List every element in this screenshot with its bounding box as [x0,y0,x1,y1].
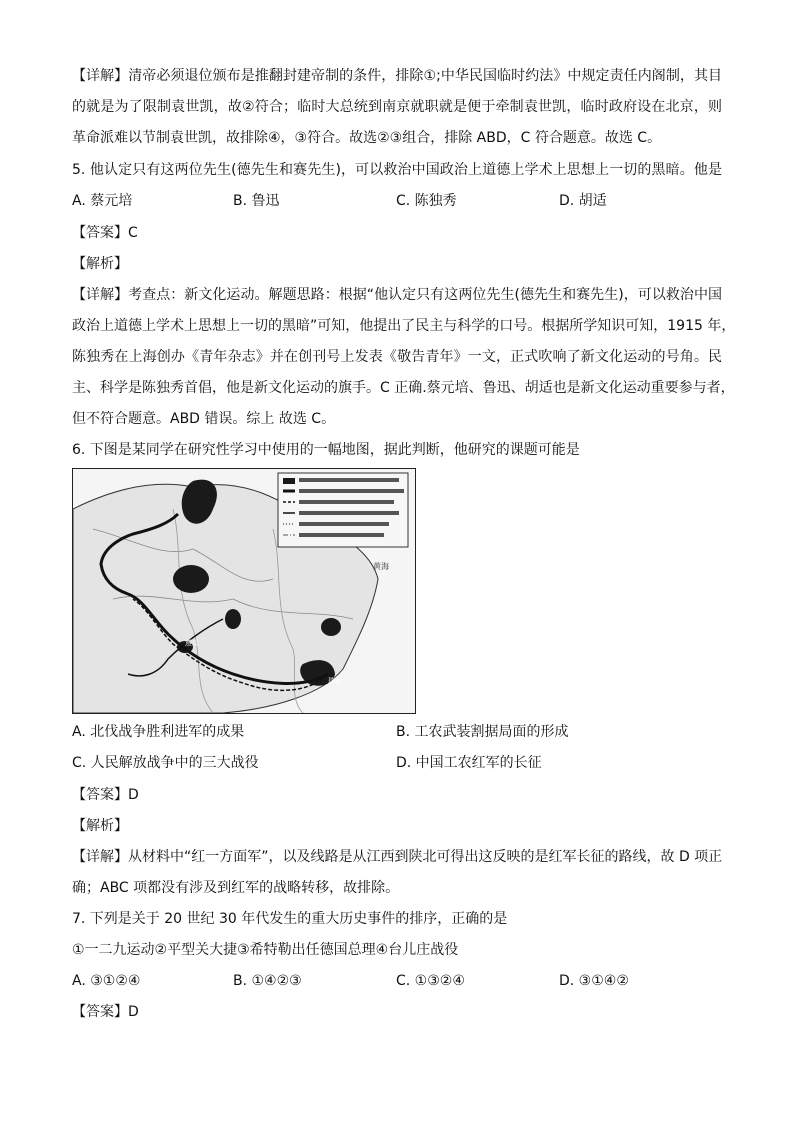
q5-option-d: D. 胡适 [559,193,607,209]
q4-explanation-line-1: 【详解】清帝必须退位颁布是推翻封建帝制的条件，排除①;中华民国临时约法》中规定责任内阁制，其目 [72,68,722,84]
svg-text:遵义: 遵义 [185,639,199,647]
svg-text:瑞金: 瑞金 [328,677,342,685]
q5-analysis-heading: 【解析】 [72,256,128,272]
question-6-stem: 6. 下图是某同学在研究性学习中使用的一幅地图，据此判断，他研究的课题可能是 [72,442,580,458]
q7-option-b: B. ①④②③ [233,973,302,989]
q5-detail-line-1: 【详解】考查点：新文化运动。解题思路：根据“他认定只有这两位先生(德先生和赛先生)，可以救治中国 [72,287,722,303]
q6-option-d: D. 中国工农红军的长征 [396,755,542,771]
q5-option-b: B. 鲁迅 [233,193,280,209]
long-march-map [72,468,416,714]
q6-option-b: B. 工农武装割据局面的形成 [396,724,569,740]
q6-answer: 【答案】D [72,787,139,803]
q7-option-c: C. ①③②④ [396,973,465,989]
q7-option-a: A. ③①②④ [72,973,141,989]
q4-explanation-line-3: 革命派难以节制袁世凯，故排除④，③符合。故选②③组合，排除 ABD，C 符合题意。故选 C。 [72,130,662,146]
map-drawing [73,469,415,713]
q5-answer: 【答案】C [72,225,138,241]
q5-detail-line-2: 政治上道德上学术上思想上一切的黑暗”可知，他提出了民主与科学的口号。根据所学知识可知，1915 年， [72,318,736,334]
q4-explanation-line-2: 的就是为了限制袁世凯，故②符合；临时大总统到南京就职就是便于牵制袁世凯，临时政府设在北京，则 [72,99,722,115]
q5-option-a: A. 蔡元培 [72,193,133,209]
question-7-stem: 7. 下列是关于 20 世纪 30 年代发生的重大历史事件的排序，正确的是 [72,911,508,927]
q6-analysis-heading: 【解析】 [72,818,128,834]
q7-answer: 【答案】D [72,1004,139,1020]
q6-option-c: C. 人民解放战争中的三大战役 [72,755,259,771]
q6-detail-line-1: 【详解】从材料中“红一方面军”，以及线路是从江西到陕北可得出这反映的是红军长征的路线，故 D 项正 [72,849,723,865]
q6-detail-line-2: 确；ABC 项都没有涉及到红军的战略转移，故排除。 [72,880,400,896]
q7-option-d: D. ③①④② [559,973,629,989]
q6-option-a: A. 北伐战争胜利进军的成果 [72,724,245,740]
q5-detail-line-3: 陈独秀在上海创办《青年杂志》并在创刊号上发表《敬告青年》一文，正式吹响了新文化运动的号角。民 [72,349,722,365]
q5-option-c: C. 陈独秀 [396,193,457,209]
question-5-stem: 5. 他认定只有这两位先生(德先生和赛先生)，可以救治中国政治上道德上学术上思想上一切的黑暗。他是 [72,162,722,178]
q5-detail-line-5: 但不符合题意。ABD 错误。综上 故选 C。 [72,411,336,427]
svg-text:黄海: 黄海 [373,562,389,571]
q5-detail-line-4: 主、科学是陈独秀首倡，他是新文化运动的旗手。C 正确.蔡元培、鲁迅、胡适也是新文化运动重要参与者， [72,380,735,396]
q7-event-list: ①一二九运动②平型关大捷③希特勒出任德国总理④台儿庄战役 [72,942,459,958]
